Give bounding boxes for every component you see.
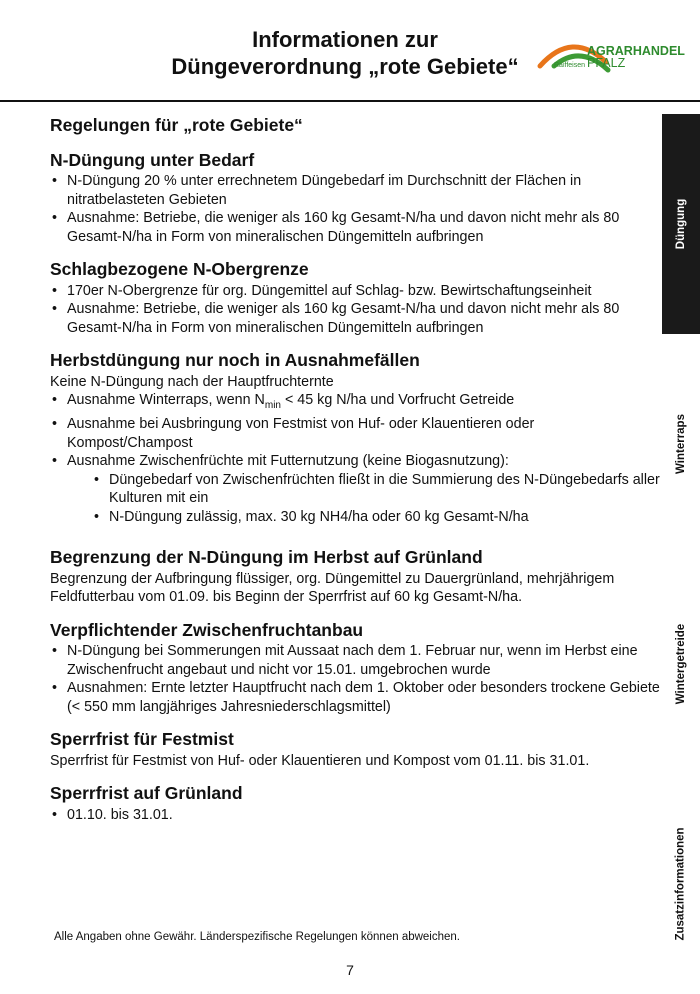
page-number: 7 (346, 962, 354, 978)
bullet-list (50, 172, 660, 246)
main-heading: Regelungen für „rote Gebiete“ (50, 115, 303, 135)
list-item: • 170er N-Obergrenze für org. Düngemittel auf Schlag- bzw. Bewirtschaftungseinheit (50, 282, 660, 301)
disclaimer-note: Alle Angaben ohne Gewähr. Länderspezifische Regelungen können abweichen. (54, 931, 460, 943)
title-line-1: Informationen zur (252, 27, 438, 52)
section-begrenzung-gruenland (50, 548, 660, 607)
list-item: • Ausnahme Zwischenfrüchte mit Futternutzung (keine Biogasnutzung): (50, 452, 660, 471)
tab-wintergetreide[interactable] (662, 554, 700, 774)
bullet-text-start: Ausnahme Winterraps, wenn N (67, 392, 265, 408)
header-divider (0, 100, 700, 102)
agrarhandel-logo (536, 36, 686, 98)
section-title: Herbstdüngung nur noch in Ausnahmefällen (50, 350, 420, 370)
section-n-duengung-unter-bedarf (50, 151, 660, 247)
section-herbstduengung (50, 351, 660, 526)
tab-label: Winterraps (675, 414, 687, 474)
bullet-list (50, 391, 660, 471)
section-zwischenfruchtanbau (50, 621, 660, 717)
section-schlagbezogene-obergrenze (50, 260, 660, 337)
page-title (120, 26, 570, 80)
list-item (50, 391, 660, 415)
tab-duengung[interactable] (662, 114, 700, 334)
logo-name-bottom: PFALZ (587, 56, 626, 70)
list-item: • 01.10. bis 31.01. (50, 806, 660, 825)
section-intro: Keine N-Düngung nach der Hauptfruchternte (50, 373, 334, 390)
list-item: • Ausnahme bei Ausbringung von Festmist von Huf- oder Klauentieren oder Kompost/Champost (50, 415, 660, 452)
section-title: N-Düngung unter Bedarf (50, 149, 255, 170)
nmin-subscript: min (264, 399, 281, 411)
list-item: • Ausnahme: Betriebe, die weniger als 160 kg Gesamt-N/ha und davon nicht mehr als 80 Gesamt-N/ha in Form von mineralischen Düngemitteln aufbringen (50, 300, 660, 337)
sub-bullet-list (50, 471, 660, 527)
list-item: • N-Düngung 20 % unter errechnetem Düngebedarf im Durchschnitt der Flächen in nitratbelasteten Gebieten (50, 172, 660, 209)
sub-list-item: • Düngebedarf von Zwischenfrüchten fließt in die Summierung des N-Düngebedarfs aller Kulturen mit ein (92, 471, 660, 508)
chapter-tabs (662, 114, 700, 994)
tab-winterraps[interactable] (662, 334, 700, 554)
section-title: Begrenzung der N-Düngung im Herbst auf Grünland (50, 547, 483, 568)
bullet-list (50, 282, 660, 338)
section-text: Sperrfrist für Festmist von Huf- oder Klauentieren und Kompost vom 01.11. bis 31.01. (50, 752, 590, 769)
tab-label: Wintergetreide (675, 623, 688, 705)
main-content (50, 116, 660, 824)
list-item: • N-Düngung bei Sommerungen mit Aussaat nach dem 1. Februar nur, wenn im Herbst eine Zwischenfrucht angebaut und nicht vor 15.01. umgebrochen wurde (50, 642, 660, 679)
tab-zusatzinformationen[interactable] (662, 774, 700, 994)
logo-name-prefix: Raiffeisen (554, 62, 586, 69)
section-sperrfrist-gruenland (50, 784, 660, 824)
bullet-text-end: < 45 kg N/ha und Vorfrucht Getreide (281, 392, 515, 408)
section-sperrfrist-festmist (50, 730, 660, 770)
section-title: Verpflichtender Zwischenfruchtanbau (50, 619, 364, 640)
bullet-list (50, 806, 660, 825)
bullet-list (50, 642, 660, 716)
section-title: Sperrfrist auf Grünland (50, 783, 243, 804)
list-item: • Ausnahme: Betriebe, die weniger als 160 kg Gesamt-N/ha und davon nicht mehr als 80 Gesamt-N/ha in Form von mineralischen Düngemitteln aufbringen (50, 209, 660, 246)
title-line-2: Düngeverordnung „rote Gebiete“ (171, 54, 519, 79)
logo-name-top: AGRARHANDEL (587, 44, 685, 58)
list-item: • Ausnahmen: Ernte letzter Hauptfrucht nach dem 1. Oktober oder besonders trockene Gebiete (< 550 mm langjähriges Jahresniederschlagsmittel) (50, 679, 660, 716)
sub-list-item: • N-Düngung zulässig, max. 30 kg NH4/ha oder 60 kg Gesamt-N/ha (92, 508, 660, 527)
tab-label: Zusatzinformationen (675, 827, 687, 941)
tab-label: Düngung (675, 198, 688, 250)
logo-arc-icon (536, 36, 686, 98)
section-title: Sperrfrist für Festmist (50, 729, 234, 750)
section-title: Schlagbezogene N-Obergrenze (50, 259, 309, 279)
section-text: Begrenzung der Aufbringung flüssiger, org. Düngemittel zu Dauergrünland, mehrjährigem Feldfutterbau vom 01.09. bis Beginn der Sperrfrist auf 60 kg Gesamt-N/ha. (50, 570, 615, 606)
